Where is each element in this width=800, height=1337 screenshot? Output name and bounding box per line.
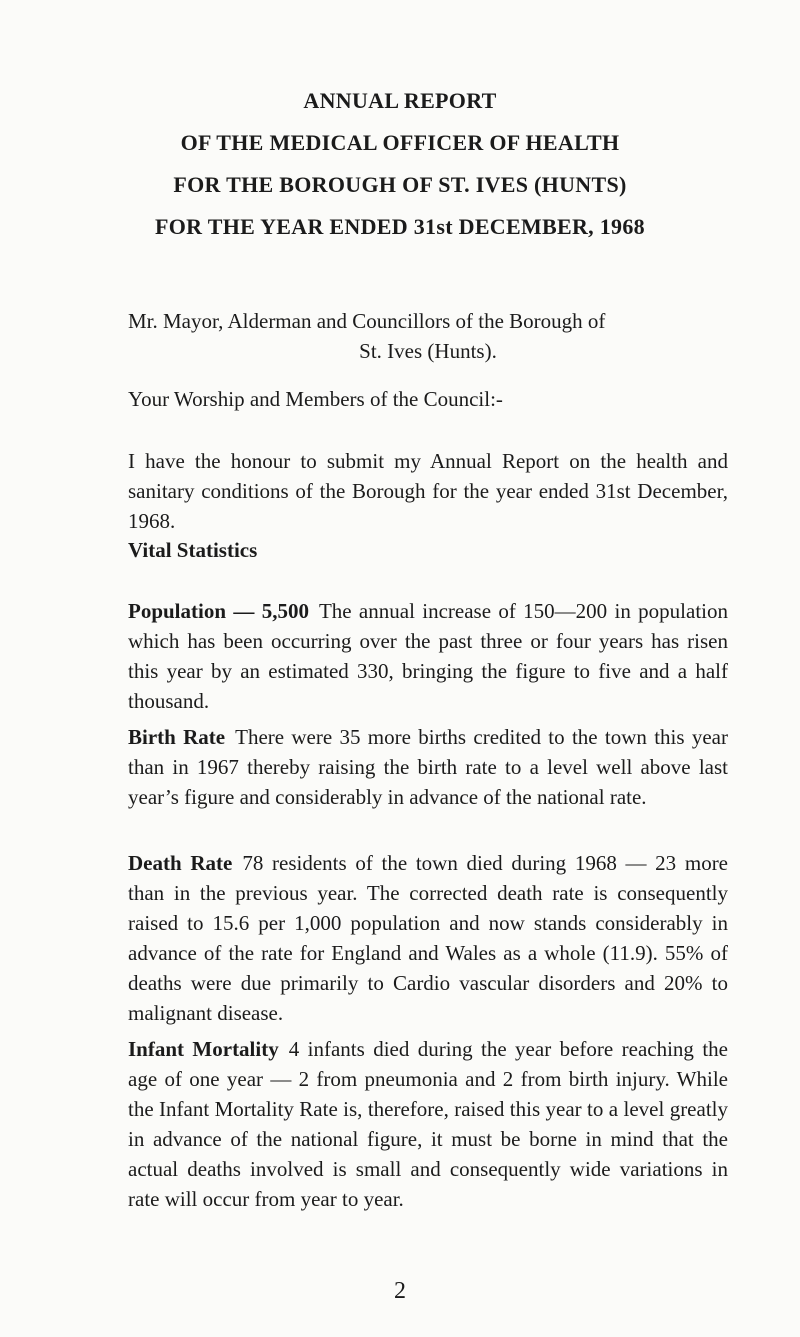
infant-mortality-text: 4 infants died during the year before reaching the age of one year — 2 from pneumonia and 2 from birth injury. While the Infant Mortality Rate is, therefore, raised this year to a level greatly in advance of the national figure, it must be borne in mind that the actual deaths involved is small and consequently wide variations in rate will occur from year to year. [128, 1037, 728, 1211]
address-line-2: St. Ives (Hunts). [359, 339, 497, 363]
salutation: Your Worship and Members of the Council:- [128, 387, 503, 411]
death-rate-text: 78 residents of the town died during 1968 — 23 more than in the previous year. The corrected death rate is consequently raised to 15.6 per 1,000 population and now stands considerably in advance of the rate for England and Wales as a whole (11.9). 55% of deaths were due primarily to Cardio vascular disorders and 20% to malignant disease. [128, 851, 729, 1025]
birth-rate-lead: Birth Rate [128, 725, 226, 749]
section-heading: Vital Statistics [128, 538, 258, 562]
report-year: FOR THE YEAR ENDED 31st DECEMBER, 1968 [155, 214, 645, 239]
report-borough: FOR THE BOROUGH OF ST. IVES (HUNTS) [173, 172, 627, 197]
address-line-1: Mr. Mayor, Alderman and Councillors of the Borough of [128, 309, 606, 333]
death-rate-lead: Death Rate [128, 851, 233, 875]
intro-paragraph: I have the honour to submit my Annual Report on the health and sanitary conditions of the Borough for the year ended 31st December, 1968. [128, 449, 728, 533]
birth-rate-text: There were 35 more births credited to the town this year than in 1967 thereby raising the birth rate to a level well above last year’s figure and considerably in advance of the national rate. [128, 725, 728, 809]
population-text: The annual increase of 150—200 in population which has been occurring over the past three or four years has risen this year by an estimated 330, bringing the figure to five and a half thousand. [128, 599, 729, 713]
report-title: ANNUAL REPORT [303, 88, 497, 113]
death-rate-paragraph [128, 848, 728, 1028]
birth-rate-paragraph [128, 722, 728, 812]
population-lead: Population — 5,500 [128, 599, 309, 623]
address-block [128, 306, 728, 366]
infant-mortality-paragraph [128, 1034, 728, 1214]
report-subtitle: OF THE MEDICAL OFFICER OF HEALTH [180, 130, 620, 155]
infant-mortality-lead: Infant Mortality [128, 1037, 279, 1061]
page-number: 2 [394, 1278, 406, 1304]
population-paragraph [128, 596, 728, 716]
